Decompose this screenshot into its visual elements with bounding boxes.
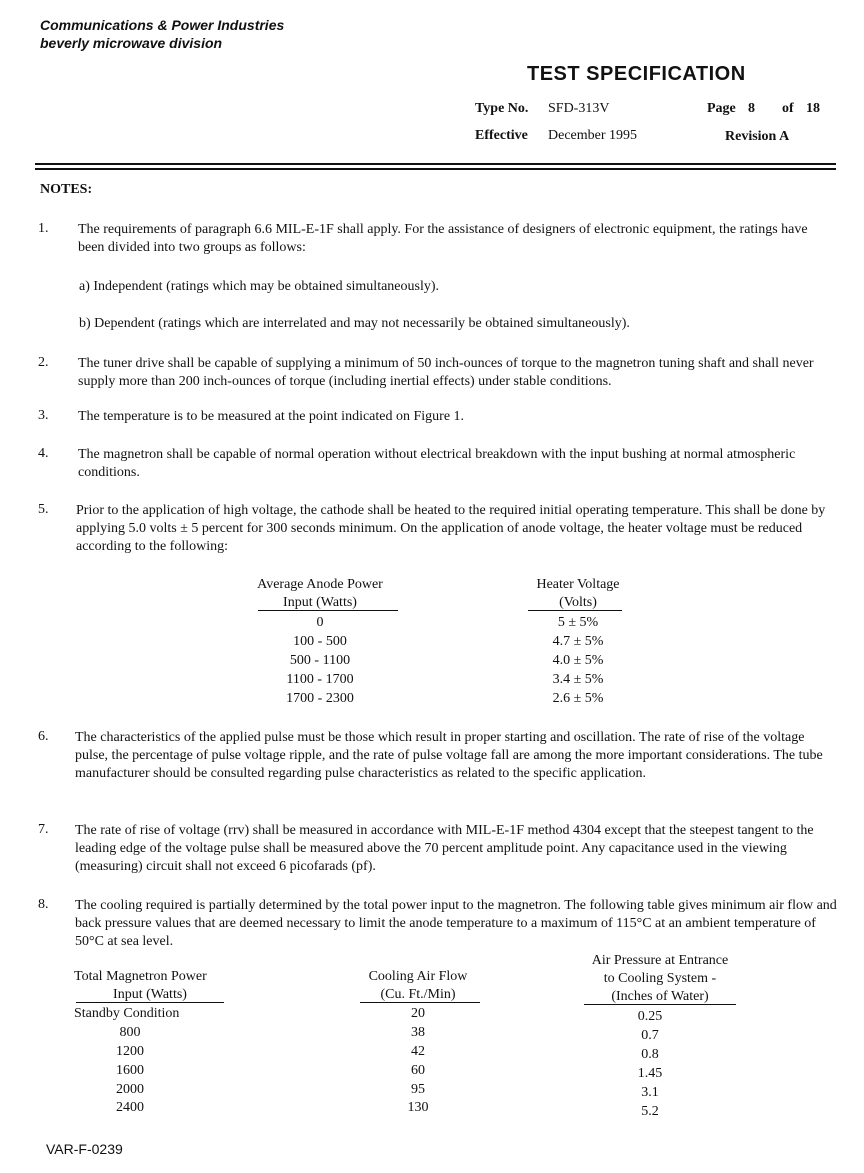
note-text: Prior to the application of high voltage, the cathode shall be heated to the required initial operating temperature. This shall be done by applying 5.0 volts ± 5 percent for 300 seconds minimum. On the application of anode voltage, the heater voltage must be reduced according to the following: xyxy=(76,503,826,554)
note-text: The rate of rise of voltage (rrv) shall be measured in accordance with MIL-E-1F method 4304 except that the steepest tangent to the leading edge of the voltage pulse shall be measured above the 70 percent amplitude point. Any capacitance used in the viewing (measuring) circuit shall not exceed 6 picofarads (pf). xyxy=(75,823,814,874)
cooling-airflow-cell: 130 xyxy=(407,1100,429,1115)
cooling-airflow-cell: 42 xyxy=(411,1044,425,1059)
cooling-pressure-cell: 5.2 xyxy=(641,1104,659,1119)
type-label: Type No. xyxy=(475,101,529,116)
cooling-col1-header-underline xyxy=(76,1002,224,1003)
cooling-power-cell: 1600 xyxy=(116,1063,144,1078)
note-text: The requirements of paragraph 6.6 MIL-E-1F shall apply. For the assistance of designers of electronic equipment, the ratings have been divided into two groups as follows: xyxy=(78,222,808,255)
page-number: 8 xyxy=(748,101,755,116)
note-text: The magnetron shall be capable of normal operation without electrical breakdown with the input bushing at normal atmospheric conditions. xyxy=(78,447,796,480)
heater-voltage-cell: 4.0 ± 5% xyxy=(552,653,604,668)
notes-heading: NOTES: xyxy=(40,182,93,197)
company-header xyxy=(40,16,284,52)
page-of-label: of xyxy=(782,101,794,116)
cooling-pressure-cell: 3.1 xyxy=(641,1085,659,1100)
cooling-col3-header-underline xyxy=(584,1004,736,1005)
cooling-power-cell: 800 xyxy=(119,1025,141,1040)
cooling-col3-header-line2: to Cooling System - xyxy=(603,971,717,986)
note-text: The temperature is to be measured at the point indicated on Figure 1. xyxy=(78,409,465,424)
heater-power-cell: 1700 - 2300 xyxy=(286,691,354,706)
note-number: 4. xyxy=(38,446,49,461)
note-number: 8. xyxy=(38,897,49,912)
note-number: 1. xyxy=(38,221,49,236)
page-label: Page xyxy=(707,101,736,116)
revision-label: Revision A xyxy=(725,129,790,144)
cooling-col1-header-line2: Input (Watts) xyxy=(113,987,187,1002)
effective-value: December 1995 xyxy=(548,128,638,143)
note-number: 3. xyxy=(38,408,49,423)
cooling-pressure-cell: 0.8 xyxy=(641,1047,659,1062)
form-number-footer: VAR-F-0239 xyxy=(46,1141,123,1157)
type-value: SFD-313V xyxy=(548,101,610,116)
cooling-col3-header-line3: (Inches of Water) xyxy=(611,989,709,1004)
cooling-col2-header-line1: Cooling Air Flow xyxy=(368,969,468,984)
heater-col1-header-line2: Input (Watts) xyxy=(283,595,357,610)
heater-voltage-table xyxy=(240,576,640,711)
company-name: Communications & Power Industries xyxy=(40,17,285,33)
cooling-airflow-cell: 95 xyxy=(411,1082,425,1097)
cooling-col2-header-line2: (Cu. Ft./Min) xyxy=(380,987,456,1002)
heater-col2-header-underline xyxy=(528,610,622,611)
cooling-airflow-cell: 38 xyxy=(411,1025,425,1040)
heater-voltage-cell: 3.4 ± 5% xyxy=(552,672,604,687)
division-name: beverly microwave division xyxy=(40,35,223,51)
cooling-col2-header-underline xyxy=(360,1002,480,1003)
cooling-power-cell: 2000 xyxy=(116,1082,144,1097)
cooling-airflow-cell: 60 xyxy=(411,1063,425,1078)
header-rule-top xyxy=(35,163,836,165)
cooling-pressure-cell: 1.45 xyxy=(637,1066,663,1081)
heater-power-cell: 100 - 500 xyxy=(293,634,347,649)
cooling-pressure-cell: 0.25 xyxy=(637,1009,663,1024)
heater-col1-header-line1: Average Anode Power xyxy=(257,577,383,592)
cooling-power-cell: 2400 xyxy=(116,1100,144,1115)
cooling-power-cell: Standby Condition xyxy=(74,1006,180,1021)
heater-voltage-cell: 5 ± 5% xyxy=(557,615,599,630)
note-number: 7. xyxy=(38,822,49,837)
heater-power-cell: 1100 - 1700 xyxy=(286,672,354,687)
cooling-power-cell: 1200 xyxy=(116,1044,144,1059)
cooling-pressure-cell: 0.7 xyxy=(641,1028,659,1043)
note-number: 6. xyxy=(38,729,49,744)
heater-col2-header-line2: (Volts) xyxy=(559,595,597,610)
note-number: 5. xyxy=(38,502,49,517)
note-number: 2. xyxy=(38,355,49,370)
note-text: The characteristics of the applied pulse must be those which result in proper starting and oscillation. The rate of rise of the voltage pulse, the percentage of pulse voltage ripple, and the rate of pulse voltage fall are among the more important considerations. The tube manufacturer should be consulted regarding pulse characteristics as related to the specific application. xyxy=(75,730,823,781)
heater-voltage-cell: 4.7 ± 5% xyxy=(552,634,604,649)
document-title: TEST SPECIFICATION xyxy=(527,63,746,85)
heater-power-cell: 500 - 1100 xyxy=(289,653,351,668)
cooling-col1-header-line1: Total Magnetron Power xyxy=(74,969,207,984)
heater-col2-header-line1: Heater Voltage xyxy=(536,577,620,592)
page-total: 18 xyxy=(806,101,820,116)
note-subitem-b: b) Dependent (ratings which are interrelated and may not necessarily be obtained simultaneously). xyxy=(79,316,630,331)
heater-col1-header-underline xyxy=(258,610,398,611)
note-subitem-a: a) Independent (ratings which may be obtained simultaneously). xyxy=(79,279,440,294)
heater-power-cell: 0 xyxy=(316,615,324,630)
cooling-col3-header-line1: Air Pressure at Entrance xyxy=(591,953,729,968)
heater-voltage-cell: 2.6 ± 5% xyxy=(552,691,604,706)
cooling-requirements-table xyxy=(60,952,780,1122)
effective-label: Effective xyxy=(475,128,528,143)
note-text: The cooling required is partially determined by the total power input to the magnetron. The following table gives minimum air flow and back pressure values that are deemed necessary to limit the anode temperature to a maximum of 115°C at an ambient temperature of 50°C at sea level. xyxy=(75,898,837,949)
cooling-airflow-cell: 20 xyxy=(411,1006,425,1021)
note-text: The tuner drive shall be capable of supplying a minimum of 50 inch-ounces of torque to the magnetron tuning shaft and shall never supply more than 200 inch-ounces of torque (including inertial effects) under stable conditions. xyxy=(78,356,814,389)
header-rule-bottom xyxy=(35,168,836,170)
